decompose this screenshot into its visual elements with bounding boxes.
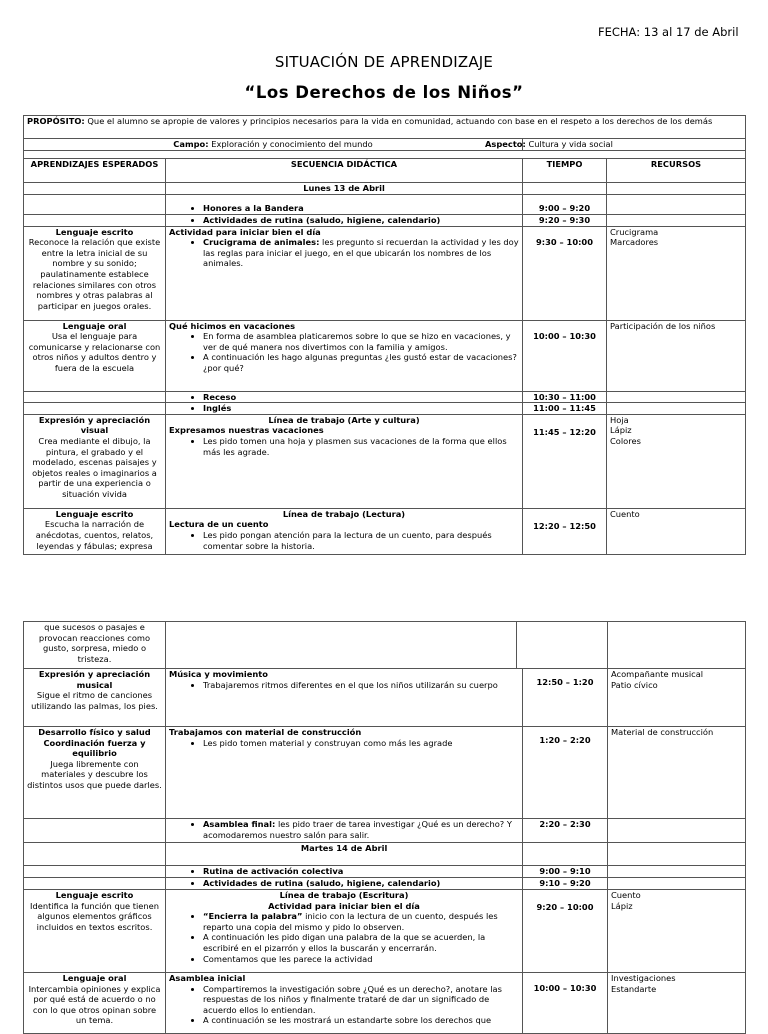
list-item: • Honores a la Bandera <box>203 203 519 214</box>
list-item: • Receso <box>203 392 519 403</box>
plan-table-page2 <box>23 621 746 1034</box>
cell-empty <box>166 622 608 669</box>
campo-cell <box>24 139 523 151</box>
page-title: SITUACIÓN DE APRENDIZAJE <box>274 53 494 71</box>
cell-empty <box>607 403 746 415</box>
date-label: FECHA: 13 al 17 de Abril <box>598 25 739 39</box>
list-item: • Comentamos que les parece la actividad <box>203 954 519 965</box>
expresamos-cell: Línea de trabajo (Arte y cultura) Expresamos nuestras vacaciones • Les pido tomen una hoja y plasmen sus vacaciones de la forma que ellos más les agrade. <box>166 414 523 508</box>
col-header-recursos: RECURSOS <box>607 159 746 183</box>
time-cell: 9:20 – 10:00 <box>536 902 594 912</box>
aprendizaje-expresion-visual: Expresión y apreciación visual Crea mediante el dibujo, la pintura, el grabado y el modelado, escenas paisajes y objetos reales o imaginarios a partir de una experiencia o situación vivida <box>24 414 166 508</box>
vacaciones-cell: Qué hicimos en vacaciones • En forma de asamblea platicaremos sobre lo que se hizo en vacaciones, y ver de qué manera nos divertimos con la familia y amigos. • A continuación les hago algunas preguntas ¿les gustó estar de vacaciones? ¿por qué? <box>166 320 523 391</box>
list-item: • A continuación les pido digan una palabra de la que se acuerden, la escribiré en el pizarrón y ellos la buscarán y encerrarán. <box>203 932 519 953</box>
recursos-cell: Hoja Lápiz Colores <box>607 414 746 508</box>
time-cell: 12:20 – 12:50 <box>523 508 607 554</box>
list-item: • A continuación se les mostrará un estandarte sobre los derechos que <box>203 1015 519 1026</box>
page-subtitle: “Los Derechos de los Niños” <box>244 83 524 102</box>
day-empty <box>607 183 746 195</box>
cell-empty <box>24 819 166 843</box>
cell-empty <box>24 215 166 227</box>
asamblea-inicial-cell: Asamblea inicial • Compartiremos la investigación sobre ¿Qué es un derecho?, anotare las respuestas de los niños y finalmente trataré de dar un significado de acuerdo ellos lo entiendan. • A continuación se les mostrará un estandarte sobre los derechos que 10:00 – 10:30 <box>166 973 608 1034</box>
campo-label: Campo: <box>173 139 209 149</box>
asamblea-final-cell <box>166 819 608 843</box>
list-item: • Les pido tomen una hoja y plasmen sus vacaciones de la forma que ellos más les agrade. <box>203 436 519 457</box>
proposito-text: Que el alumno se apropie de valores y principios necesarios para la vida en comunidad, actuando con base en el respeto a los derechos de los demás <box>84 116 713 126</box>
list-item: • Rutina de activación colectiva <box>203 866 519 877</box>
time-cell: 9:10 – 9:20 <box>539 878 591 888</box>
aprendizaje-lenguaje-escrito-3: Lenguaje escrito Identifica la función que tienen algunos elementos gráficos incluidos en textos escritos. <box>24 890 166 973</box>
material-cell: Trabajamos con material de construcción • Les pido tomen material y construyan como más les agrade 1:20 – 2:20 <box>166 727 608 819</box>
time-cell: 11:45 – 12:20 <box>523 414 607 508</box>
cell-empty <box>608 843 746 866</box>
cell-empty <box>608 878 746 890</box>
time-cell: 10:00 – 10:30 <box>533 983 597 993</box>
recursos-cell: Cuento Lápiz <box>608 890 746 973</box>
cell-empty <box>608 819 746 843</box>
honores-cell <box>166 195 523 215</box>
aprendizaje-expresion-musical: Expresión y apreciación musical Sigue el ritmo de canciones utilizando las palmas, los pies. <box>24 669 166 727</box>
day-martes: Martes 14 de Abril <box>166 843 608 866</box>
recursos-cell: Material de construcción <box>608 727 746 819</box>
list-item: • Compartiremos la investigación sobre ¿Qué es un derecho?, anotare las respuestas de los niños y finalmente trataré de dar un significado de acuerdo ellos lo entiendan. <box>203 984 519 1016</box>
cell-empty <box>607 195 746 215</box>
aprendizaje-continuacion: que sucesos o pasajes e provocan reacciones como gusto, sorpresa, miedo o tristeza. <box>24 622 166 669</box>
list-item: • Inglés <box>203 403 519 414</box>
time-cell: 10:30 – 11:00 <box>523 391 607 403</box>
list-item: • Les pido tomen material y construyan como más les agrade <box>203 738 519 749</box>
time-cell: 11:00 – 11:45 <box>523 403 607 415</box>
list-item: • A continuación les hago algunas preguntas ¿les gustó estar de vacaciones? ¿por qué? <box>203 352 519 373</box>
list-item: • “Encierra la palabra” inicio con la lectura de un cuento, después les reparto una copia del mismo y pido lo observen. <box>203 911 519 932</box>
aprendizaje-lenguaje-oral-2: Lenguaje oral Intercambia opiniones y explica por qué está de acuerdo o no con lo que otros opinan sobre un tema. <box>24 973 166 1034</box>
day-empty <box>24 183 166 195</box>
campo-text: Exploración y conocimiento del mundo <box>208 139 373 149</box>
recursos-cell: Acompañante musical Patio cívico <box>608 669 746 727</box>
time-cell: 9:00 – 9:10 <box>539 866 591 876</box>
recursos-cell: Crucigrama Marcadores <box>607 226 746 320</box>
list-item: • En forma de asamblea platicaremos sobre lo que se hizo en vacaciones, y ver de qué manera nos divertimos con la familia y amigos. <box>203 331 519 352</box>
cell-empty <box>24 878 166 890</box>
cell-empty <box>24 843 166 866</box>
cell-empty <box>24 403 166 415</box>
list-item: • Asamblea final: les pido traer de tarea investigar ¿Qué es un derecho? Y acomodaremos nuestro salón para salir. <box>203 819 519 840</box>
cell-empty <box>24 195 166 215</box>
cell-empty <box>607 215 746 227</box>
recursos-cell: Participación de los niños <box>607 320 746 391</box>
col-header-tiempo: TIEMPO <box>523 159 607 183</box>
col-header-secuencia: SECUENCIA DIDÁCTICA <box>166 159 523 183</box>
cuento-cell: Línea de trabajo (Lectura) Lectura de un cuento • Les pido pongan atención para la lectura de un cuento, para después comentar sobre la historia. <box>166 508 523 554</box>
cell-empty <box>607 391 746 403</box>
cell-empty <box>608 866 746 878</box>
time-cell: 10:00 – 10:30 <box>523 320 607 391</box>
proposito-cell <box>24 116 746 139</box>
cell-empty <box>24 866 166 878</box>
aspecto-label: Aspecto: <box>485 139 526 149</box>
plan-table-page1 <box>23 115 746 555</box>
cell-empty <box>24 391 166 403</box>
ingles-cell <box>166 403 523 415</box>
recursos-cell: Investigaciones Estandarte <box>608 973 746 1034</box>
aspecto-cell <box>485 139 746 151</box>
time-cell: 1:20 – 2:20 <box>539 735 591 745</box>
encierra-cell: Línea de trabajo (Escritura) Actividad para iniciar bien el día • “Encierra la palabra” inicio con la lectura de un cuento, después les reparto una copia del mismo y pido lo observen. • A continuación les pido digan una palabra de la que se acuerden, la escribiré en el pizarrón y ellos la buscarán y encerrarán. • Comentamos que les parece la actividad 9:20 – 10:00 <box>166 890 608 973</box>
crucigrama-cell: Actividad para iniciar bien el día • Crucigrama de animales: les pregunto si recuerdan la actividad y les doy las reglas para iniciar el juego, en el que ubicarán los nombres de los animales. <box>166 226 523 320</box>
time-cell: 2:20 – 2:30 <box>539 819 591 829</box>
time-cell: 9:20 – 9:30 <box>523 215 607 227</box>
time-cell: 12:50 – 1:20 <box>536 677 594 687</box>
rutina-cell <box>166 215 523 227</box>
day-lunes: Lunes 13 de Abril <box>166 183 523 195</box>
aspecto-text: Cultura y vida social <box>525 139 613 149</box>
cell-empty <box>608 622 746 669</box>
spacer-row <box>24 151 746 159</box>
recursos-cell: Cuento <box>607 508 746 554</box>
col-header-aprendizajes: APRENDIZAJES ESPERADOS <box>24 159 166 183</box>
aprendizaje-lenguaje-escrito-2: Lenguaje escrito Escucha la narración de anécdotas, cuentos, relatos, leyendas y fábulas; expresa <box>24 508 166 554</box>
time-cell: 9:00 – 9:20 <box>523 195 607 215</box>
list-item: • Crucigrama de animales: les pregunto si recuerdan la actividad y les doy las reglas para iniciar el juego, en el que ubicarán los nombres de los animales. <box>203 237 519 269</box>
rutina-activacion-cell <box>166 866 608 878</box>
rutina-cell <box>166 878 608 890</box>
aprendizaje-lenguaje-oral: Lenguaje oral Usa el lenguaje para comunicarse y relacionarse con otros niños y adultos dentro y fuera de la escuela <box>24 320 166 391</box>
aprendizaje-desarrollo-fisico: Desarrollo físico y salud Coordinación fuerza y equilibrio Juega libremente con materiales y descubre los distintos usos que puede darles. <box>24 727 166 819</box>
proposito-label: PROPÓSITO: <box>27 116 85 126</box>
aprendizaje-lenguaje-escrito: Lenguaje escrito Reconoce la relación que existe entre la letra inicial de su nombre y su sonido; paulatinamente establece relaciones similares con otros nombres y otras palabras al participar en juegos orales. <box>24 226 166 320</box>
list-item: • Actividades de rutina (saludo, higiene, calendario) <box>203 878 519 889</box>
musica-cell: Música y movimiento • Trabajaremos ritmos diferentes en el que los niños utilizarán su cuerpo 12:50 – 1:20 <box>166 669 608 727</box>
list-item: • Trabajaremos ritmos diferentes en el que los niños utilizarán su cuerpo <box>203 680 519 691</box>
list-item: • Les pido pongan atención para la lectura de un cuento, para después comentar sobre la historia. <box>203 530 519 551</box>
day-empty <box>523 183 607 195</box>
list-item: • Actividades de rutina (saludo, higiene, calendario) <box>203 215 519 226</box>
receso-cell <box>166 391 523 403</box>
time-cell: 9:30 – 10:00 <box>523 226 607 320</box>
